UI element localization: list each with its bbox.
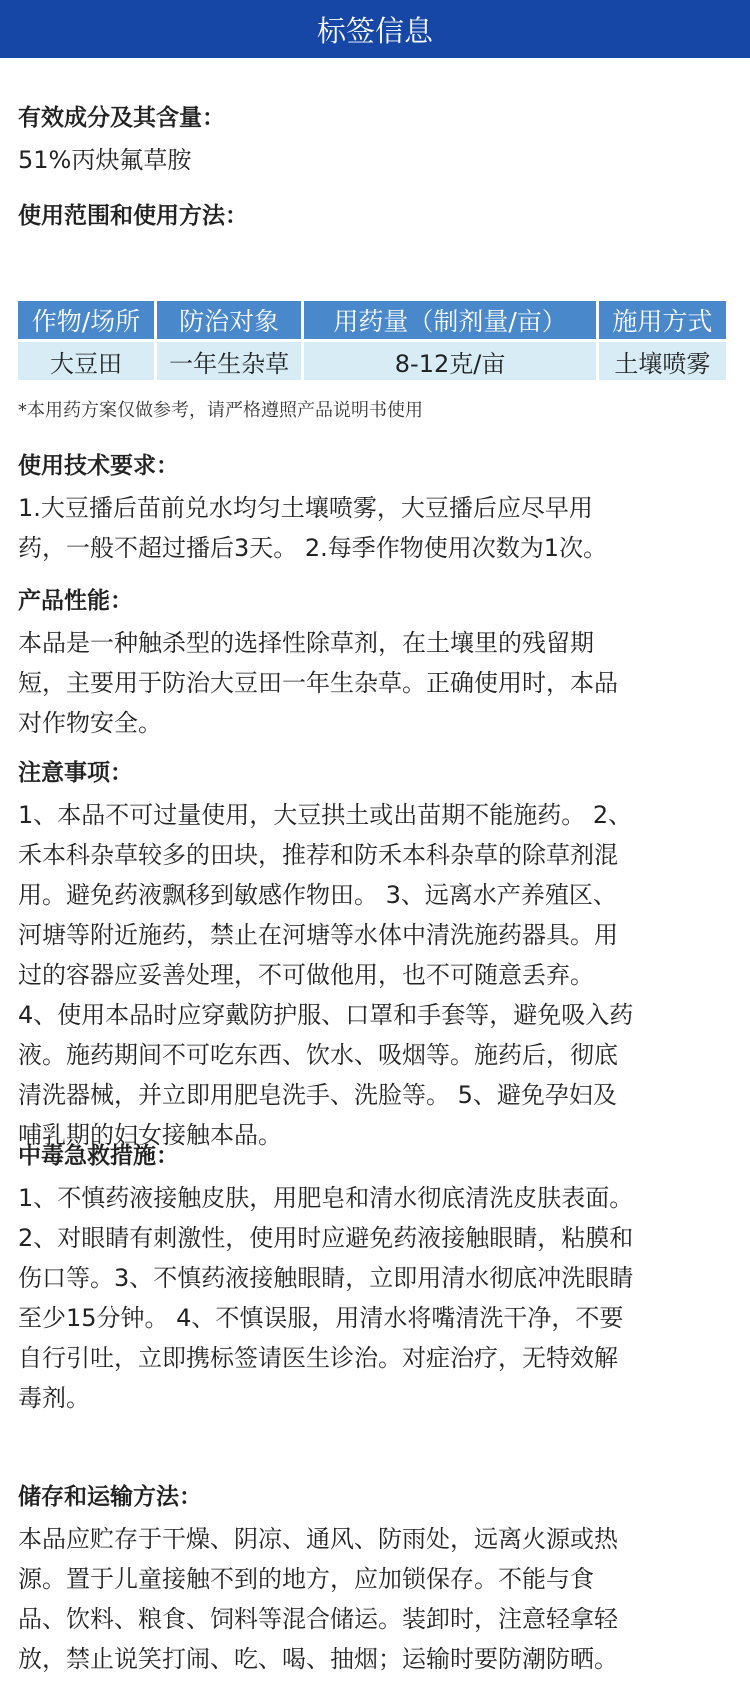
- section-title: 使用技术要求：: [18, 453, 179, 479]
- text-line: 1、本品不可过量使用，大豆拱土或出苗期不能施药。 2、: [18, 801, 633, 829]
- header-bar: [0, 0, 750, 58]
- section-title: 使用范围和使用方法：: [18, 203, 248, 229]
- section-body: [18, 795, 633, 1155]
- text-line: 液。施药期间不可吃东西、饮水、吸烟等。施药后，彻底: [18, 1041, 618, 1069]
- text-line: 放，禁止说笑打闹、吃、喝、抽烟；运输时要防潮防晒。: [18, 1645, 618, 1673]
- text-line: 药，一般不超过播后3天。 2.每季作物使用次数为1次。: [18, 534, 608, 562]
- text-line: 清洗器械，并立即用肥皂洗手、洗脸等。 5、避免孕妇及: [18, 1081, 617, 1109]
- column-header: 施用方式: [599, 301, 726, 339]
- text-line: 本品是一种触杀型的选择性除草剂，在土壤里的残留期: [18, 629, 594, 657]
- usage-table: [15, 298, 729, 383]
- column-header: 作物/场所: [18, 301, 154, 339]
- table-header-row: [18, 301, 726, 339]
- section-body: [18, 1519, 618, 1679]
- text-line: 对作物安全。: [18, 709, 162, 737]
- text-line: 4、使用本品时应穿戴防护服、口罩和手套等，避免吸入药: [18, 1001, 634, 1029]
- text-line: 自行引吐，立即携标签请医生诊治。对症治疗，无特效解: [18, 1344, 618, 1372]
- section-title: 有效成分及其含量：: [18, 105, 225, 131]
- text-line: 河塘等附近施药，禁止在河塘等水体中清洗施药器具。用: [18, 921, 618, 949]
- scope-section: [18, 198, 248, 234]
- text-line: 哺乳期的妇女接触本品。: [18, 1121, 282, 1149]
- storage-section: [18, 1479, 618, 1679]
- table-row: [18, 342, 726, 380]
- table-cell: 大豆田: [18, 342, 154, 380]
- performance-section: [18, 583, 618, 743]
- section-title: 中毒急救措施：: [18, 1143, 179, 1169]
- caution-section: [18, 755, 633, 1155]
- table-cell: 一年生杂草: [157, 342, 302, 380]
- firstaid-section: [18, 1138, 633, 1418]
- text-line: 毒剂。: [18, 1384, 90, 1412]
- text-line: 至少15分钟。 4、不慎误服，用清水将嘴清洗干净，不要: [18, 1304, 624, 1332]
- section-body: [18, 623, 618, 743]
- tech-section: [18, 448, 607, 568]
- section-body: [18, 1178, 633, 1418]
- ingredient-value: 51%丙炔氟草胺: [18, 146, 192, 174]
- text-line: 用。避免药液飘移到敏感作物田。 3、远离水产养殖区、: [18, 881, 617, 909]
- table-cell: 8-12克/亩: [304, 342, 595, 380]
- text-line: 短，主要用于防治大豆田一年生杂草。正确使用时，本品: [18, 669, 618, 697]
- text-line: 品、饮料、粮食、饲料等混合储运。装卸时，注意轻拿轻: [18, 1605, 618, 1633]
- column-header: 用药量（制剂量/亩）: [304, 301, 595, 339]
- column-header: 防治对象: [157, 301, 302, 339]
- table-cell: 土壤喷雾: [599, 342, 726, 380]
- usage-note: *本用药方案仅做参考，请严格遵照产品说明书使用: [18, 400, 423, 421]
- section-body: [18, 488, 607, 568]
- section-title: 储存和运输方法：: [18, 1484, 202, 1510]
- text-line: 本品应贮存于干燥、阴凉、通风、防雨处，远离火源或热: [18, 1525, 618, 1553]
- text-line: 1、不慎药液接触皮肤，用肥皂和清水彻底清洗皮肤表面。: [18, 1184, 634, 1212]
- ingredient-section: [18, 100, 225, 180]
- text-line: 伤口等。3、不慎药液接触眼睛，立即用清水彻底冲洗眼睛: [18, 1264, 634, 1292]
- section-title: 注意事项：: [18, 760, 133, 786]
- text-line: 2、对眼睛有刺激性，使用时应避免药液接触眼睛，粘膜和: [18, 1224, 634, 1252]
- text-line: 源。置于儿童接触不到的地方，应加锁保存。不能与食: [18, 1565, 594, 1593]
- section-title: 产品性能：: [18, 588, 133, 614]
- page-title: 标签信息: [316, 13, 433, 48]
- text-line: 禾本科杂草较多的田块，推荐和防禾本科杂草的除草剂混: [18, 841, 618, 869]
- text-line: 过的容器应妥善处理，不可做他用，也不可随意丢弃。: [18, 961, 594, 989]
- text-line: 1.大豆播后苗前兑水均匀土壤喷雾，大豆播后应尽早用: [18, 494, 593, 522]
